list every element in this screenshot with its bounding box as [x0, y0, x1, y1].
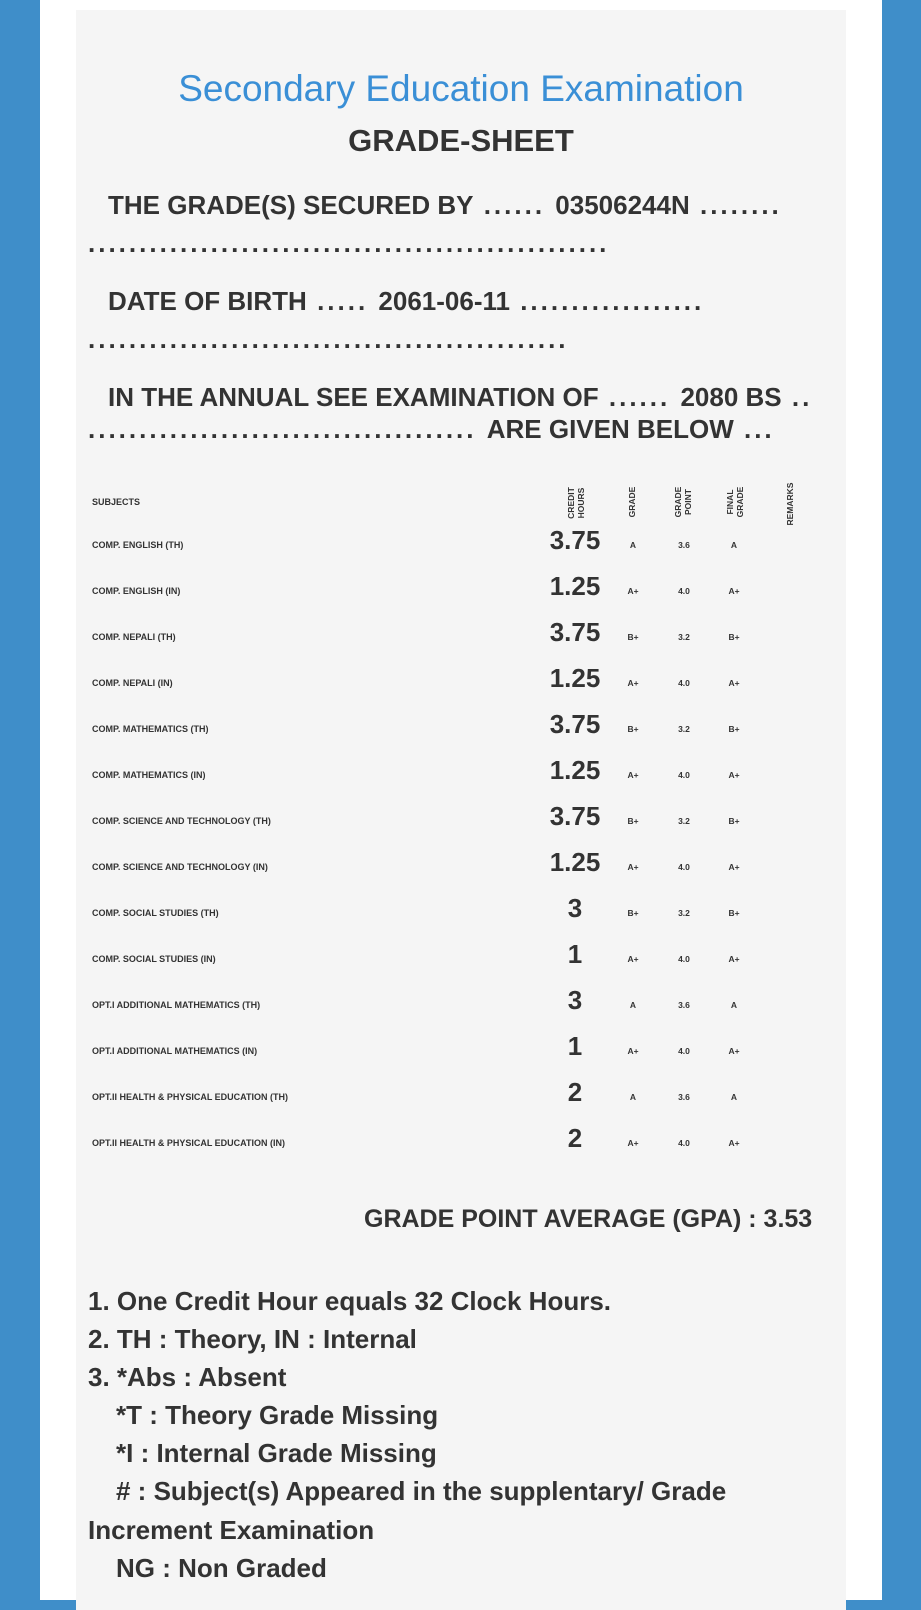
- grade: B+: [627, 724, 639, 734]
- grade-point: 4.0: [678, 1138, 690, 1148]
- credit-hours: 2: [567, 1123, 583, 1153]
- subject-name: OPT.II HEALTH & PHYSICAL EDUCATION (IN): [92, 1138, 286, 1148]
- note-supplementary: # : Subject(s) Appeared in the supplentary/ Grade: [116, 1476, 727, 1506]
- grade: A+: [627, 1138, 639, 1148]
- subject-name: COMP. SCIENCE AND TECHNOLOGY (TH): [92, 816, 271, 826]
- date-of-birth: 2061-06-11: [378, 286, 510, 316]
- secured-by-label: THE GRADE(S) SECURED BY: [108, 190, 474, 220]
- credit-hours: 2: [567, 1077, 583, 1107]
- exam-year: 2080 BS: [680, 382, 782, 412]
- grade-point: 3.2: [678, 908, 690, 918]
- note-theory-missing: *T : Theory Grade Missing: [116, 1400, 439, 1430]
- credit-hours-header: CREDIT HOURS: [566, 487, 586, 519]
- grade: A+: [627, 954, 639, 964]
- subject-name: COMP. SOCIAL STUDIES (TH): [92, 908, 219, 918]
- credit-hours: 3: [567, 985, 583, 1015]
- note-non-graded: NG : Non Graded: [116, 1553, 327, 1583]
- grade: A+: [627, 862, 639, 872]
- credit-hours: 1: [567, 1031, 583, 1061]
- given-below-line: ...................................... ARE GIVEN BELOW ...: [88, 414, 775, 444]
- final-grade: A: [730, 540, 738, 550]
- grade: A: [629, 540, 637, 550]
- final-grade: A+: [728, 862, 740, 872]
- sheet-title: GRADE-SHEET: [348, 123, 574, 158]
- grade: A+: [627, 770, 639, 780]
- grade-point: 3.2: [678, 632, 690, 642]
- grade-point: 4.0: [678, 1046, 690, 1056]
- credit-hours: 1.25: [549, 847, 601, 877]
- gpa-summary: GRADE POINT AVERAGE (GPA) : 3.53: [364, 1205, 813, 1233]
- credit-hours: 3.75: [549, 617, 601, 647]
- final-grade: B+: [728, 908, 740, 918]
- grade: A+: [627, 586, 639, 596]
- credit-hours: 3.75: [549, 801, 601, 831]
- note-increment: Increment Examination: [88, 1515, 375, 1545]
- subject-name: OPT.I ADDITIONAL MATHEMATICS (TH): [92, 1000, 261, 1010]
- subject-name: COMP. SCIENCE AND TECHNOLOGY (IN): [92, 862, 268, 872]
- grade-point: 4.0: [678, 770, 690, 780]
- credit-hours: 1: [567, 939, 583, 969]
- credit-hours: 3: [567, 893, 583, 923]
- note-internal-missing: *I : Internal Grade Missing: [116, 1438, 437, 1468]
- remarks-header: REMARKS: [785, 482, 795, 526]
- grade-point: 4.0: [678, 586, 690, 596]
- grade-point: 3.2: [678, 724, 690, 734]
- final-grade: A+: [728, 954, 740, 964]
- subjects-header: SUBJECTS: [92, 497, 141, 507]
- note-1: 1. One Credit Hour equals 32 Clock Hours.: [88, 1286, 612, 1316]
- exam-title: Secondary Education Examination: [178, 68, 744, 109]
- final-grade-header: FINAL GRADE: [725, 486, 745, 518]
- subject-name: COMP. MATHEMATICS (TH): [92, 724, 209, 734]
- credit-hours: 1.25: [549, 755, 601, 785]
- final-grade: A+: [728, 1138, 740, 1148]
- grade: B+: [627, 816, 639, 826]
- final-grade: A+: [728, 678, 740, 688]
- note-3: 3. *Abs : Absent: [88, 1362, 287, 1392]
- final-grade: A+: [728, 586, 740, 596]
- grade-point: 3.6: [678, 1000, 690, 1010]
- subject-name: COMP. NEPALI (TH): [92, 632, 176, 642]
- grade-header: GRADE: [627, 486, 637, 518]
- subject-name: COMP. MATHEMATICS (IN): [92, 770, 206, 780]
- subject-name: COMP. NEPALI (IN): [92, 678, 173, 688]
- dob-line: DATE OF BIRTH ..... 2061-06-11 ..................: [108, 286, 705, 316]
- credit-hours: 1.25: [549, 663, 601, 693]
- subject-name: OPT.II HEALTH & PHYSICAL EDUCATION (TH): [92, 1092, 289, 1102]
- subject-name: COMP. ENGLISH (TH): [92, 540, 184, 550]
- grade: A: [629, 1000, 637, 1010]
- grade-point-header: GRADE POINT: [673, 486, 693, 518]
- exam-label: IN THE ANNUAL SEE EXAMINATION OF: [108, 382, 599, 412]
- final-grade: A+: [728, 770, 740, 780]
- grade-point: 4.0: [678, 862, 690, 872]
- subject-name: COMP. ENGLISH (IN): [92, 586, 181, 596]
- subject-name: OPT.I ADDITIONAL MATHEMATICS (IN): [92, 1046, 258, 1056]
- given-below-text: ARE GIVEN BELOW: [486, 414, 734, 444]
- final-grade: B+: [728, 724, 740, 734]
- credit-hours: 3.75: [549, 709, 601, 739]
- grade-point: 3.2: [678, 816, 690, 826]
- final-grade: A+: [728, 1046, 740, 1056]
- final-grade: A: [730, 1092, 738, 1102]
- credit-hours: 1.25: [549, 571, 601, 601]
- note-2: 2. TH : Theory, IN : Internal: [88, 1324, 417, 1354]
- dotted-line: ...............................................: [88, 324, 569, 354]
- symbol-number: 03506244N: [555, 190, 690, 220]
- subject-name: COMP. SOCIAL STUDIES (IN): [92, 954, 216, 964]
- final-grade: B+: [728, 632, 740, 642]
- dotted-line: ...................................................: [88, 228, 610, 258]
- grade-point: 3.6: [678, 1092, 690, 1102]
- grade-sheet: [76, 10, 846, 1610]
- grade: A: [629, 1092, 637, 1102]
- final-grade: B+: [728, 816, 740, 826]
- grade-point: 3.6: [678, 540, 690, 550]
- grade-point: 4.0: [678, 678, 690, 688]
- grade: A+: [627, 1046, 639, 1056]
- grade-point: 4.0: [678, 954, 690, 964]
- exam-line: IN THE ANNUAL SEE EXAMINATION OF ...... 2080 BS ..: [108, 382, 813, 412]
- final-grade: A: [730, 1000, 738, 1010]
- grade: B+: [627, 908, 639, 918]
- grade: B+: [627, 632, 639, 642]
- grade: A+: [627, 678, 639, 688]
- secured-by-line: THE GRADE(S) SECURED BY ...... 03506244N ........: [108, 190, 782, 220]
- dob-label: DATE OF BIRTH: [108, 286, 307, 316]
- credit-hours: 3.75: [549, 525, 601, 555]
